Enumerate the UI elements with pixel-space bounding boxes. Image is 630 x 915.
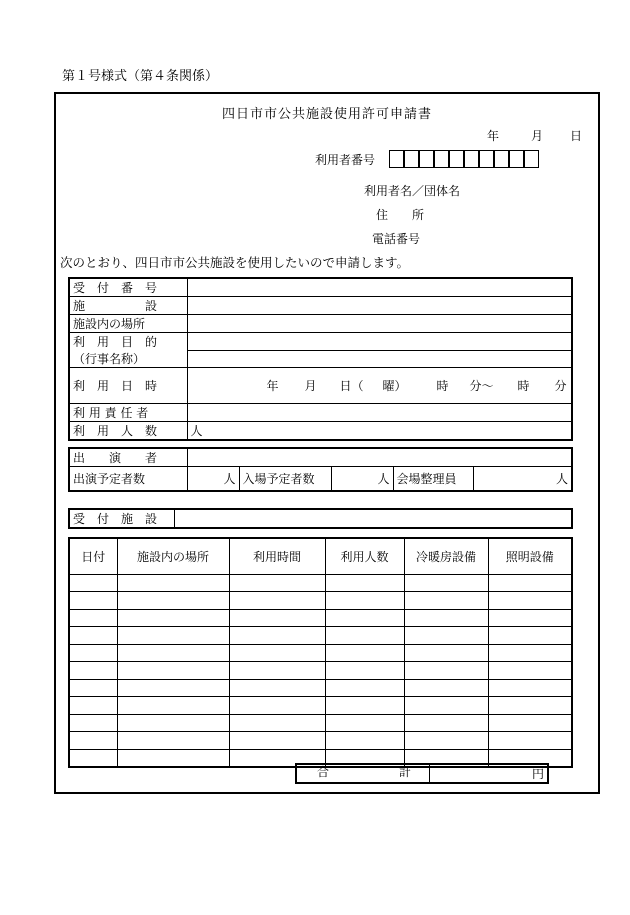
dt-month: 月 <box>304 379 317 393</box>
table-cell[interactable] <box>229 609 325 627</box>
header-aircon: 冷暖房設備 <box>404 538 488 574</box>
main-info-table <box>68 277 573 441</box>
table-cell[interactable] <box>325 732 404 750</box>
digit-box[interactable] <box>404 150 419 168</box>
reception-facility-label: 受 付 施 設 <box>69 509 174 528</box>
count-field[interactable]: 人 <box>187 422 572 441</box>
table-cell[interactable] <box>404 592 488 610</box>
table-cell[interactable] <box>69 714 117 732</box>
table-cell[interactable] <box>404 609 488 627</box>
event-name-field[interactable] <box>187 350 572 368</box>
total-amount-field[interactable]: 円 <box>429 764 548 783</box>
dt-dow: 曜） <box>382 379 407 393</box>
table-cell[interactable] <box>229 644 325 662</box>
digit-box[interactable] <box>419 150 434 168</box>
place-field[interactable] <box>187 315 572 333</box>
table-cell[interactable] <box>117 627 229 645</box>
event-name-label: （行事名称） <box>69 350 187 368</box>
table-cell[interactable] <box>117 732 229 750</box>
digit-box[interactable] <box>449 150 464 168</box>
table-cell[interactable] <box>404 679 488 697</box>
total-label-a: 合 <box>317 765 330 779</box>
table-cell[interactable] <box>325 574 404 592</box>
staff-field[interactable]: 人 <box>473 467 572 491</box>
receipt-number-field[interactable] <box>187 278 572 297</box>
staff-label: 会場整理員 <box>393 467 473 491</box>
table-row <box>69 627 572 645</box>
table-cell[interactable] <box>488 732 572 750</box>
digit-box[interactable] <box>524 150 539 168</box>
table-cell[interactable] <box>404 662 488 680</box>
table-row <box>69 592 572 610</box>
table-cell[interactable] <box>117 749 229 767</box>
dt-hour-end: 時 <box>517 379 530 393</box>
table-cell[interactable] <box>325 714 404 732</box>
performer-count-field[interactable]: 人 <box>187 467 239 491</box>
dt-minute-end: 分 <box>554 379 567 393</box>
table-cell[interactable] <box>229 627 325 645</box>
usage-table <box>68 537 573 768</box>
table-cell[interactable] <box>404 627 488 645</box>
table-row <box>69 644 572 662</box>
header-place: 施設内の場所 <box>117 538 229 574</box>
table-cell[interactable] <box>229 697 325 715</box>
reception-facility-field[interactable] <box>174 509 572 528</box>
digit-box[interactable] <box>389 150 404 168</box>
user-number-label: 利用者番号 <box>315 153 376 167</box>
user-number-boxes[interactable] <box>389 150 539 168</box>
datetime-label: 利 用 日 時 <box>69 368 187 404</box>
total-label <box>296 764 429 783</box>
header-people: 利用人数 <box>325 538 404 574</box>
table-cell[interactable] <box>69 679 117 697</box>
applicant-name-label: 利用者名／団体名 <box>364 184 461 198</box>
table-cell[interactable] <box>117 574 229 592</box>
table-cell[interactable] <box>229 714 325 732</box>
digit-box[interactable] <box>494 150 509 168</box>
manager-field[interactable] <box>187 404 572 422</box>
table-cell[interactable] <box>325 627 404 645</box>
reception-table <box>68 508 573 529</box>
table-cell[interactable] <box>325 697 404 715</box>
table-row <box>69 732 572 750</box>
table-cell[interactable] <box>488 697 572 715</box>
dt-minute-start: 分～ <box>469 379 494 393</box>
table-row <box>69 697 572 715</box>
digit-box[interactable] <box>464 150 479 168</box>
table-cell[interactable] <box>69 574 117 592</box>
table-cell[interactable] <box>488 644 572 662</box>
purpose-field[interactable] <box>187 333 572 351</box>
date-day: 日 <box>570 129 583 143</box>
facility-field[interactable] <box>187 297 572 315</box>
table-cell[interactable] <box>488 592 572 610</box>
table-cell[interactable] <box>117 644 229 662</box>
table-cell[interactable] <box>325 609 404 627</box>
table-cell[interactable] <box>325 644 404 662</box>
performer-table <box>68 447 573 492</box>
table-cell[interactable] <box>488 662 572 680</box>
digit-box[interactable] <box>434 150 449 168</box>
table-cell[interactable] <box>117 679 229 697</box>
table-cell[interactable] <box>229 574 325 592</box>
applicant-phone-label: 電話番号 <box>372 232 421 246</box>
count-label: 利 用 人 数 <box>69 422 187 441</box>
table-row <box>69 574 572 592</box>
performer-label: 出 演 者 <box>69 448 187 467</box>
table-cell[interactable] <box>69 697 117 715</box>
total-table <box>295 763 549 784</box>
table-cell[interactable] <box>69 627 117 645</box>
dt-hour-start: 時 <box>436 379 449 393</box>
table-cell[interactable] <box>488 609 572 627</box>
performer-count-label: 出演予定者数 <box>69 467 187 491</box>
table-cell[interactable] <box>69 644 117 662</box>
table-cell[interactable] <box>117 609 229 627</box>
dt-year: 年 <box>266 379 279 393</box>
table-cell[interactable] <box>404 732 488 750</box>
place-label: 施設内の場所 <box>69 315 187 333</box>
table-cell[interactable] <box>404 644 488 662</box>
digit-box[interactable] <box>509 150 524 168</box>
table-cell[interactable] <box>229 592 325 610</box>
digit-box[interactable] <box>479 150 494 168</box>
purpose-label: 利 用 目 的 <box>69 333 187 351</box>
intro-text: 次のとおり、四日市市公共施設を使用したいので申請します。 <box>60 255 410 270</box>
table-cell[interactable] <box>229 662 325 680</box>
table-cell[interactable] <box>488 679 572 697</box>
table-cell[interactable] <box>404 697 488 715</box>
visitor-count-label: 入場予定者数 <box>239 467 331 491</box>
header-date: 日付 <box>69 538 117 574</box>
performer-field[interactable] <box>187 448 572 467</box>
form-number-label: 第１号様式（第４条関係） <box>62 69 219 84</box>
table-cell[interactable] <box>325 679 404 697</box>
table-cell[interactable] <box>325 662 404 680</box>
header-lighting: 照明設備 <box>488 538 572 574</box>
manager-label: 利 用 責 任 者 <box>69 404 187 422</box>
table-cell[interactable] <box>325 592 404 610</box>
table-cell[interactable] <box>69 662 117 680</box>
datetime-field[interactable] <box>187 368 572 404</box>
table-row <box>69 679 572 697</box>
table-cell[interactable] <box>404 574 488 592</box>
table-cell[interactable] <box>117 662 229 680</box>
table-cell[interactable] <box>488 714 572 732</box>
table-cell[interactable] <box>488 627 572 645</box>
date-year: 年 <box>487 129 500 143</box>
table-cell[interactable] <box>117 714 229 732</box>
table-cell[interactable] <box>117 697 229 715</box>
table-row <box>69 714 572 732</box>
table-row <box>69 609 572 627</box>
header-time: 利用時間 <box>229 538 325 574</box>
table-cell[interactable] <box>69 732 117 750</box>
table-cell[interactable] <box>404 714 488 732</box>
table-cell[interactable] <box>117 592 229 610</box>
table-cell[interactable] <box>488 574 572 592</box>
applicant-address-label: 住 所 <box>376 208 425 222</box>
total-label-b: 計 <box>399 765 412 779</box>
receipt-number-label: 受 付 番 号 <box>69 278 187 297</box>
table-row <box>69 662 572 680</box>
table-cell[interactable] <box>229 732 325 750</box>
table-cell[interactable] <box>69 749 117 767</box>
table-cell[interactable] <box>69 592 117 610</box>
facility-label: 施 設 <box>69 297 187 315</box>
visitor-count-field[interactable]: 人 <box>331 467 393 491</box>
date-month: 月 <box>531 129 544 143</box>
page-title: 四日市市公共施設使用許可申請書 <box>222 107 433 122</box>
table-cell[interactable] <box>69 609 117 627</box>
table-cell[interactable] <box>229 679 325 697</box>
dt-day: 日（ <box>339 379 364 393</box>
